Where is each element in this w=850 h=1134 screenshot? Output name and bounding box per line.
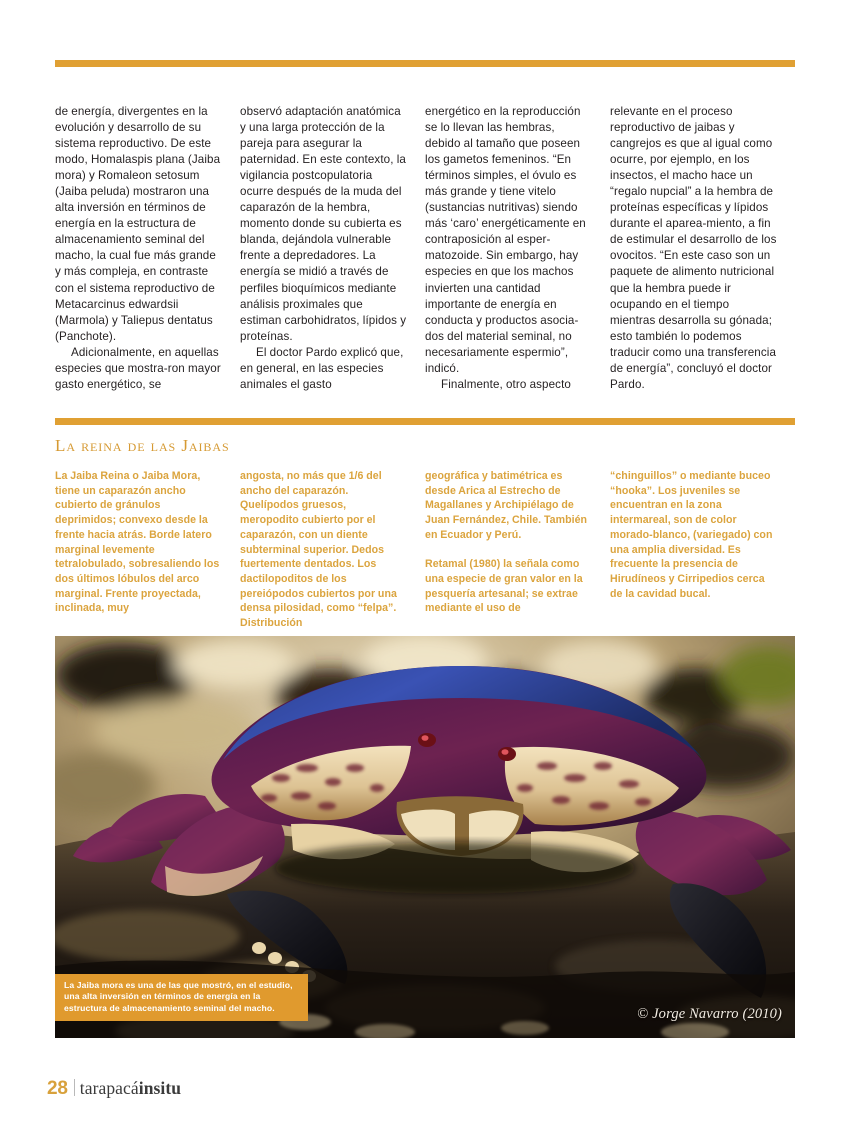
crab-shadow	[275, 842, 635, 894]
sidebar-body	[55, 469, 795, 631]
photo-caption-text: La Jaiba mora es una de las que mostró, en el estudio, una alta inversión en términos de energía en la estructura de almacenamiento seminal del macho.	[64, 980, 293, 1013]
paragraph: angosta, no más que 1/6 del ancho del caparazón. Quelípodos gruesos, meropodito cubierto por el caparazón, con un diente subterminal superior. Dedos fuertemente dentados. Los dactilopoditos de los pereiópodos cubiertos por una densa pilosidad, como “felpa”. Distribución	[240, 470, 397, 630]
sidebar-column-4	[610, 469, 795, 631]
article-column-3	[425, 104, 610, 393]
brand-light: tarapacá	[79, 1078, 139, 1098]
paragraph: “chinguillos” o mediante buceo “hooka”. Los juveniles se encuentran en la zona intermareal, son de color morado-blanco, (variegado) con una amplia diversidad. Es frecuente la presencia de Hirudíneos y Cirripedios cerca de la cavidad bucal.	[610, 470, 773, 600]
article-body	[55, 104, 795, 393]
photo-caption	[55, 974, 308, 1021]
paragraph: geográfica y batimétrica es desde Arica al Estrecho de Magallanes y Archipiélago de Juan Fernández, Chile. También en Ecuador y Perú.	[425, 470, 588, 541]
article-column-2	[240, 104, 425, 393]
sidebar-column-2	[240, 469, 425, 631]
footer-divider	[74, 1079, 75, 1096]
section-divider-gold-rule	[55, 418, 795, 425]
article-column-1	[55, 104, 240, 393]
magazine-brand	[80, 1078, 181, 1099]
paragraph: Adicionalmente, en aquellas especies que mostra-ron mayor gasto energético, se	[55, 345, 221, 391]
photo-credit: © Jorge Navarro (2010)	[637, 1006, 782, 1022]
paragraph: relevante en el proceso reproductivo de jaibas y cangrejos es que al igual como ocurre, por ejemplo, en los insectos, el macho hace un “regalo nupcial” a la hembra de proteínas específicas y lípidos durante el aparea-miento, a fin de estimular el desarrollo de los ovocitos. “En este caso son un paquete de alimento nutricional que la hembra puede ir ocupando en el tiempo mientras desarrolla su gónada; esto también lo podemos traducir como una transferencia de energía”, concluyó el doctor Pardo.	[610, 105, 777, 391]
sidebar-column-1	[55, 469, 240, 631]
top-gold-rule	[55, 60, 795, 67]
paragraph: Finalmente, otro aspecto	[441, 377, 571, 391]
crab-eye-left-glint	[422, 735, 429, 741]
article-column-4	[610, 104, 795, 393]
page-number: 28	[47, 1078, 68, 1099]
paragraph: La Jaiba Reina o Jaiba Mora, tiene un caparazón ancho cubierto de gránulos deprimidos; convexo desde la frente hacia atrás. Borde latero marginal levemente tetralobulado, sobresaliendo los dos últimos lóbulos del arco marginal. Frente proyectada, inclinada, muy	[55, 470, 220, 615]
sidebar-column-3	[425, 469, 610, 631]
paragraph: de energía, divergentes en la evolución y desarrollo de su sistema reproductivo. De este modo, Homalaspis plana (Jaiba mora) y Romaleon setosum (Jaiba peluda) mostraron una alta inversión en términos de energía en la estructura de almacenamiento seminal del macho, la cual fue más grande y más compleja, en contraste con el sistema reproductivo de Metacarcinus edwardsii (Marmola) y Taliepus dentatus (Panchote).	[55, 105, 221, 343]
sidebar-section-title: La reina de las Jaibas	[55, 436, 230, 455]
paragraph: observó adaptación anatómica y una larga protección de la pareja para asegurar la paternidad. En este contexto, la vigilancia postcopulatoria ocurre después de la muda del caparazón de la hembra, momento donde su cubierta es blanda, dejándola vulnerable frente a depredadores. La energía se midió a través de perfiles bioquímicos mediante análisis proximales que estiman carbohidratos, lípidos y proteínas.	[240, 105, 407, 343]
page-footer	[47, 1077, 181, 1100]
brand-bold: insitu	[138, 1078, 182, 1098]
paragraph: El doctor Pardo explicó que, en general, en las especies animales el gasto	[240, 345, 404, 391]
paragraph: Retamal (1980) la señala como una especie de gran valor en la pesquería artesanal; se extrae mediante el uso de	[425, 558, 583, 615]
paragraph: energético en la reproducción se lo llevan las hembras, debido al tamaño que poseen los gametos femeninos. “En términos simples, el óvulo es más grande y tiene vitelo (sustancias nutritivas) siendo más ‘caro’ energéticamente en contraposición al esper-matozoide. Sin embargo, hay especies en que los machos invierten una cantidad importante de energía en conducta y productos asocia-dos del material seminal, no necesariamente espermio”, indicó.	[425, 105, 586, 375]
crab-eye-right-glint	[502, 749, 509, 755]
